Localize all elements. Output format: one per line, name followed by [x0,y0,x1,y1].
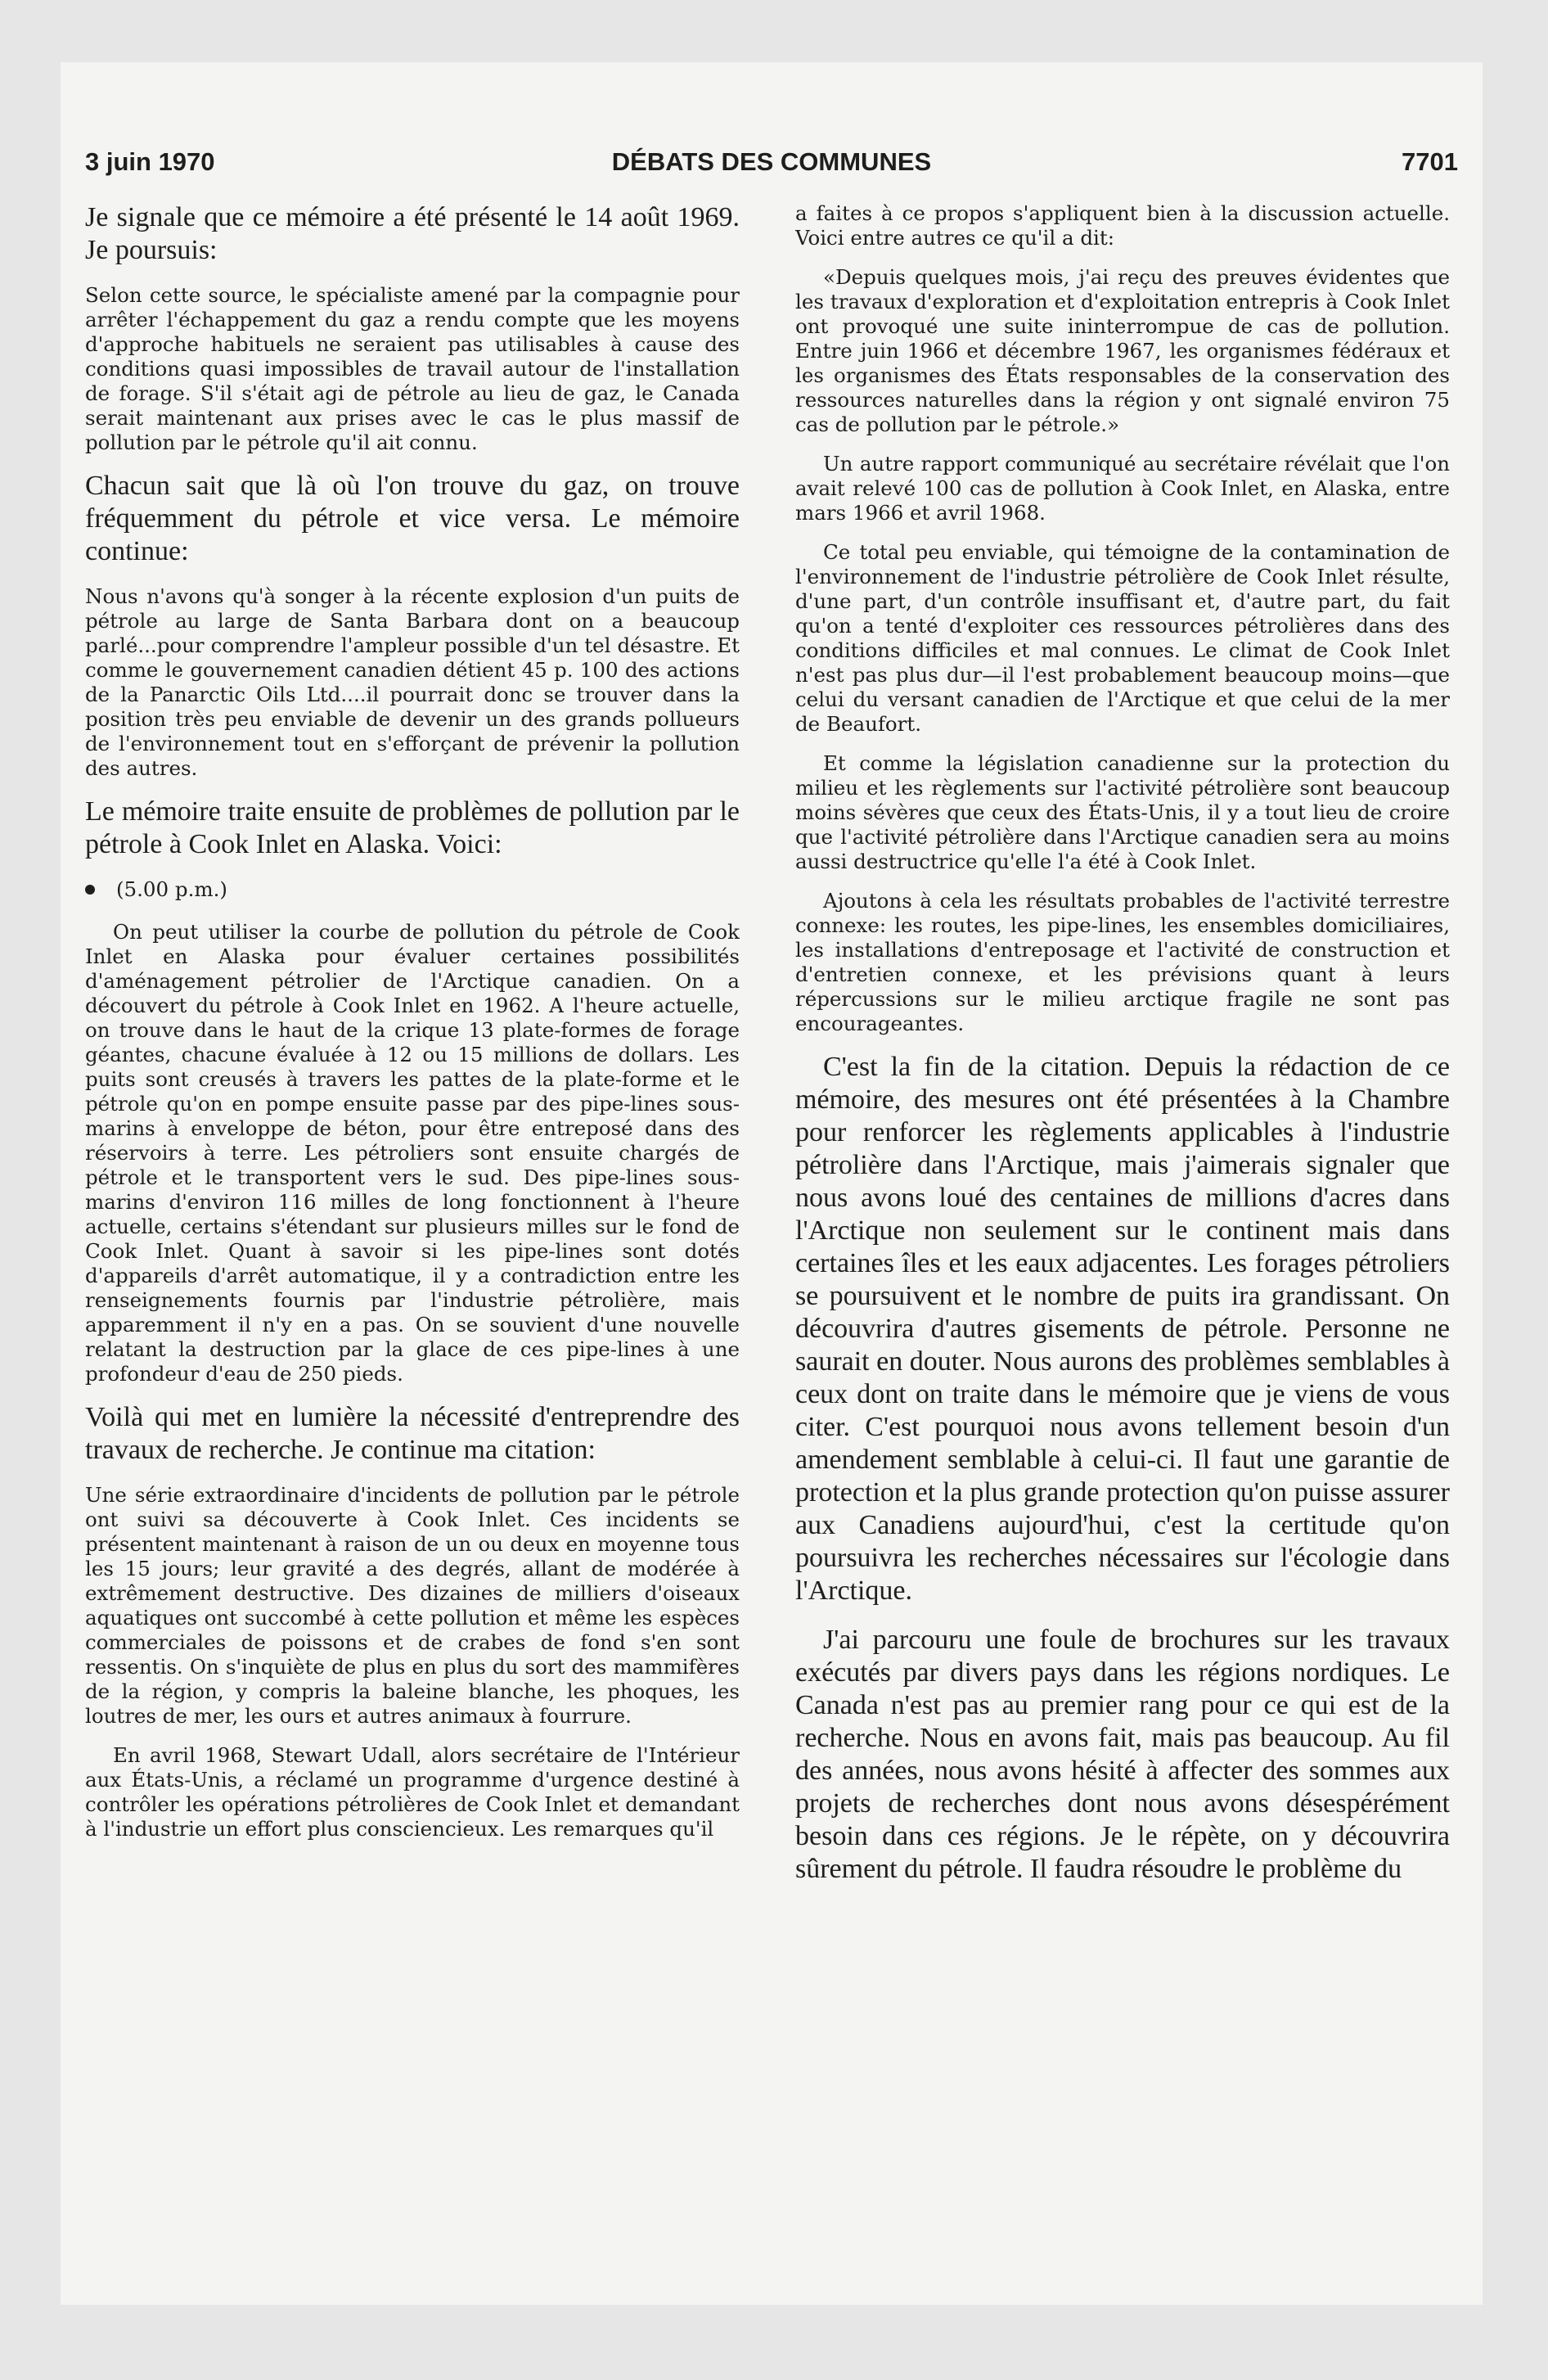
paragraph: Chacun sait que là où l'on trouve du gaz, on trouve fréquemment du pétrole et vice versa. Le mémoire continue: [85,471,740,566]
paragraph: Je signale que ce mémoire a été présenté le 14 août 1969. Je poursuis: [85,202,740,265]
quoted-paragraph: Ajoutons à cela les résultats probables de l'activité terrestre connexe: les routes, les pipe-lines, les ensembles domiciliaires, les installations d'entreposage et l'activité de construction et d'entretien connexe, et les prévisions quant à leurs répercussions sur le milieu arctique fragile ne sont pas encourageantes. [795,889,1450,1035]
paragraph: Le mémoire traite ensuite de problèmes de pollution par le pétrole à Cook Inlet en Alaska. Voici: [85,796,740,859]
paragraph: C'est la fin de la citation. Depuis la rédaction de ce mémoire, des mesures ont été présentées à la Chambre pour renforcer les règlements applicables à l'industrie pétrolière dans l'Arctique, mais j'aimerais signaler que nous avons loué des centaines de millions d'acres dans l'Arctique non seulement sur le continent mais dans certaines îles et les eaux adjacentes. Les forages pétroliers se poursuivent et le nombre de puits ira grandissant. On découvrira d'autres gisements de pétrole. Personne ne saurait en douter. Nous aurons des problèmes semblables à ceux dont on traite dans le mémoire que je viens de vous citer. C'est pourquoi nous avons tellement besoin d'un amendement semblable à celui-ci. Il faut une garantie de protection et la plus grande protection qu'on puisse assurer aux Canadiens aujourd'hui, c'est la certitude qu'on poursuivra les recherches nécessaires sur l'écologie dans l'Arctique. [795,1052,1450,1606]
quoted-paragraph: On peut utiliser la courbe de pollution du pétrole de Cook Inlet en Alaska pour évaluer certaines possibilités d'aménagement pétrolier de l'Arctique canadien. On a découvert du pétrole à Cook Inlet en 1962. A l'heure actuelle, on trouve dans le haut de la crique 13 plate-formes de forage géantes, chacune évaluée à 12 ou 15 millions de dollars. Les puits sont creusés à travers les pattes de la plate-forme et le pétrole qu'on en pompe ensuite passe par des pipe-lines sous-marins à enveloppe de béton, pour être entreposé dans des réservoirs à terre. Les pétroliers sont ensuite chargés de pétrole et le transportent vers le sud. Des pipe-lines sous-marins d'environ 116 milles de long fonctionnent à l'heure actuelle, certains s'étendant sur plusieurs milles sur le fond de Cook Inlet. Quant à savoir si les pipe-lines sont dotés d'appareils d'arrêt automatique, il y a contradiction entre les renseignements fournis par l'industrie pétrolière, mais apparemment il n'y en a pas. On se souvient d'une nouvelle relatant la destruction par la glace de ces pipe-lines à une profondeur d'eau de 250 pieds. [85,920,740,1386]
paragraph: Voilà qui met en lumière la nécessité d'entreprendre des travaux de recherche. Je continue ma citation: [85,1402,740,1465]
page-header [85,147,1458,188]
header-date: 3 juin 1970 [85,147,215,176]
quoted-paragraph: Et comme la législation canadienne sur la protection du milieu et les règlements sur l'activité pétrolière sont beaucoup moins sévères que ceux des États-Unis, il y a tout lieu de croire que l'activité pétrolière dans l'Arctique canadien sera au moins aussi destructrice qu'elle l'a été à Cook Inlet. [795,751,1450,873]
quoted-paragraph: Selon cette source, le spécialiste amené par la compagnie pour arrêter l'échappement du gaz a rendu compte que les moyens d'approche habituels ne seraient pas utilisables à cause des conditions quasi impossibles de travail autour de l'installation de forage. S'il s'était agi de pétrole au lieu de gaz, le Canada serait maintenant aux prises avec le cas le plus massif de pollution par le pétrole qu'il ait connu. [85,283,740,454]
quoted-paragraph: Une série extraordinaire d'incidents de pollution par le pétrole ont suivi sa découverte à Cook Inlet. Ces incidents se présentent maintenant à raison de un ou deux en moyenne tous les 15 jours; leur gravité a des degrés, allant de modérée à extrêmement destructive. Des dizaines de milliers d'oiseaux aquatiques ont succombé à cette pollution et même les espèces commerciales de poissons et de crabes de fond s'en sont ressentis. On s'inquiète de plus en plus du sort des mammifères de la région, y compris la baleine blanche, les phoques, les loutres de mer, les ours et autres animaux à fourrure. [85,1483,740,1728]
paragraph: J'ai parcouru une foule de brochures sur les travaux exécutés par divers pays dans les régions nordiques. Le Canada n'est pas au premier rang pour ce qui est de la recherche. Nous en avons fait, mais pas beaucoup. Au fil des années, nous avons hésité à affecter des sommes aux projets de recherches dont nous avons désespérément besoin dans ces régions. Je le répète, on y découvrira sûrement du pétrole. Il faudra résoudre le problème du [795,1625,1450,1884]
quoted-paragraph: En avril 1968, Stewart Udall, alors secrétaire de l'Intérieur aux États-Unis, a réclamé un programme d'urgence destiné à contrôler les opérations pétrolières de Cook Inlet et demandant à l'industrie un effort plus consciencieux. Les remarques qu'il [85,1743,740,1841]
left-column [85,201,740,2264]
quoted-paragraph: a faites à ce propos s'appliquent bien à la discussion actuelle. Voici entre autres ce qu'il a dit: [795,201,1450,250]
quoted-paragraph: Ce total peu enviable, qui témoigne de la contamination de l'environnement de l'industrie pétrolière de Cook Inlet résulte, d'une part, d'un contrôle insuffisant et, d'autre part, du fait qu'on a tenté d'exploiter ces ressources pétrolières dans des conditions difficiles et mal connues. Le climat de Cook Inlet n'est pas plus dur—il l'est probablement beaucoup moins—que celui du versant canadien de l'Arctique et que celui de la mer de Beaufort. [795,540,1450,736]
header-page-number: 7701 [1402,147,1458,176]
time-marker-text: (5.00 p.m.) [116,877,227,901]
quoted-paragraph: Un autre rapport communiqué au secrétaire révélait que l'on avait relevé 100 cas de pollution à Cook Inlet, en Alaska, entre mars 1966 et avril 1968. [795,452,1450,525]
header-title: DÉBATS DES COMMUNES [611,147,932,176]
quoted-paragraph: Nous n'avons qu'à songer à la récente explosion d'un puits de pétrole au large de Santa Barbara dont on a beaucoup parlé...pour comprendre l'ampleur possible d'un tel désastre. Et comme le gouvernement canadien détient 45 p. 100 des actions de la Panarctic Oils Ltd....il pourrait donc se trouver dans la position très peu enviable de devenir un des grands pollueurs de l'environnement tout en s'efforçant de prévenir la pollution des autres. [85,584,740,780]
right-column [795,201,1450,2264]
quoted-paragraph: «Depuis quelques mois, j'ai reçu des preuves évidentes que les travaux d'exploration et d'exploitation entrepris à Cook Inlet ont provoqué une suite ininterrompue de cas de pollution. Entre juin 1966 et décembre 1967, les organismes fédéraux et les organismes des États responsables de la conservation des ressources naturelles dans la région y ont signalé environ 75 cas de pollution par le pétrole.» [795,265,1450,436]
document-page [61,62,1483,2305]
time-marker [85,877,740,902]
bullet-dot-icon [85,885,95,895]
